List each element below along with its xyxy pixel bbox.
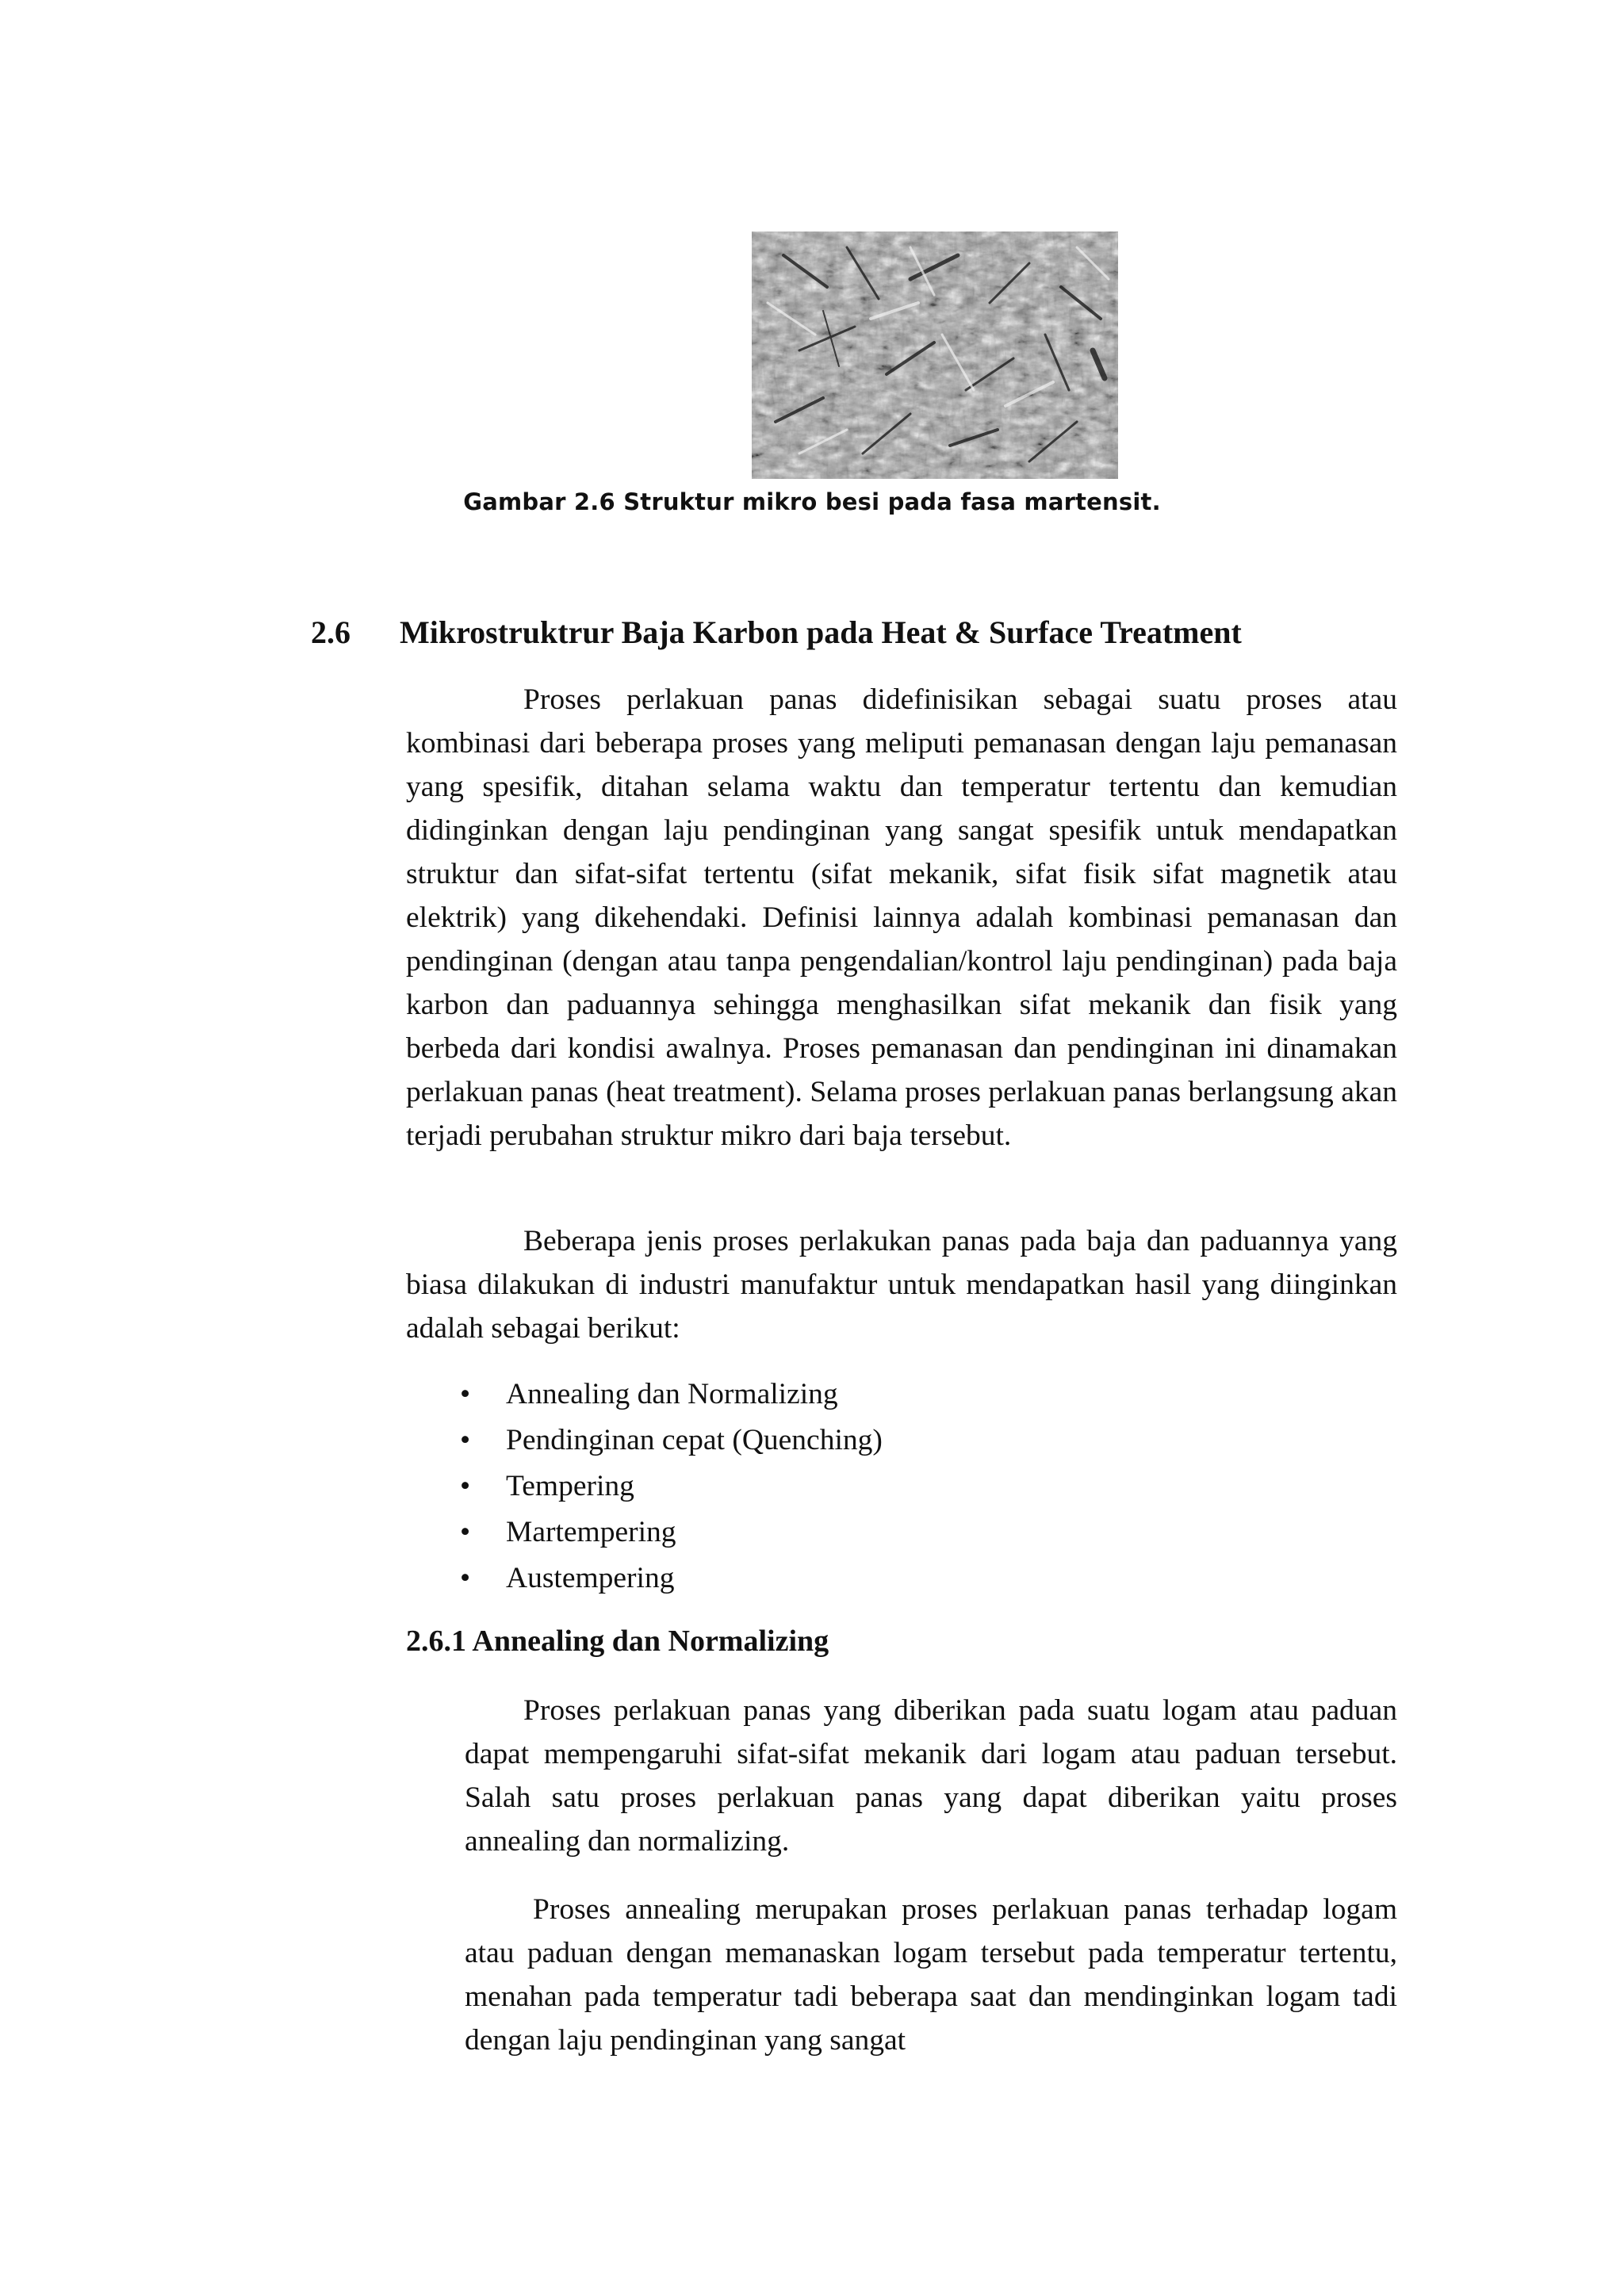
section-number: 2.6 xyxy=(311,614,350,650)
bullet-icon: • xyxy=(460,1562,471,1594)
section-title: Mikrostruktrur Baja Karbon pada Heat & Surface Treatment xyxy=(400,614,1242,650)
list-item xyxy=(406,1464,883,1510)
list-item-text: Tempering xyxy=(506,1470,634,1502)
martensite-micrograph xyxy=(752,232,1118,479)
list-item xyxy=(406,1556,883,1601)
list-item xyxy=(406,1372,883,1418)
list-item-text: Pendinginan cepat (Quenching) xyxy=(506,1424,883,1456)
bullet-icon: • xyxy=(460,1378,471,1410)
subsection-heading: 2.6.1 Annealing dan Normalizing xyxy=(406,1624,829,1658)
list-item-text: Martempering xyxy=(506,1516,676,1548)
list-item-text: Austempering xyxy=(506,1562,675,1594)
body-paragraph: Proses annealing merupakan proses perlakuan panas terhadap logam atau paduan dengan memanaskan logam tersebut pada temperatur tertentu, menahan pada temperatur tadi beberapa saat dan mendinginkan logam tadi dengan laju pendinginan yang sangat xyxy=(465,1893,1397,2057)
list-item xyxy=(406,1510,883,1556)
body-paragraph: Beberapa jenis proses perlakukan panas pada baja dan paduannya yang biasa dilakukan di industri manufaktur untuk mendapatkan hasil yang diinginkan adalah sebagai berikut: xyxy=(406,1225,1397,1345)
body-paragraph: Proses perlakuan panas yang diberikan pada suatu logam atau paduan dapat mempengaruhi sifat-sifat mekanik dari logam atau paduan tersebut. Salah satu proses perlakuan panas yang dapat diberikan yaitu proses annealing dan normalizing. xyxy=(465,1694,1397,1858)
bullet-icon: • xyxy=(460,1424,471,1456)
bullet-icon: • xyxy=(460,1470,471,1502)
heat-treatment-list xyxy=(406,1372,883,1601)
body-paragraph: Proses perlakuan panas didefinisikan sebagai suatu proses atau kombinasi dari beberapa proses yang meliputi pemanasan dengan laju pemanasan yang spesifik, ditahan selama waktu dan temperatur tertentu dan kemudian didinginkan dengan laju pendinginan yang sangat spesifik untuk mendapatkan struktur dan sifat-sifat tertentu (sifat mekanik, sifat fisik sifat magnetik atau elektrik) yang dikehendaki. Definisi lainnya adalah kombinasi pemanasan dan pendinginan (dengan atau tanpa pengendalian/kontrol laju pendinginan) pada baja karbon dan paduannya sehingga menghasilkan sifat mekanik dan fisik yang berbeda dari kondisi awalnya. Proses pemanasan dan pendinginan ini dinamakan perlakuan panas (heat treatment). Selama proses perlakuan panas berlangsung akan terjadi perubahan struktur mikro dari baja tersebut. xyxy=(406,683,1397,1152)
bullet-icon: • xyxy=(460,1516,471,1548)
list-item-text: Annealing dan Normalizing xyxy=(506,1378,838,1410)
list-item xyxy=(406,1418,883,1464)
figure-caption: Gambar 2.6 Struktur mikro besi pada fasa martensit. xyxy=(463,488,1161,515)
